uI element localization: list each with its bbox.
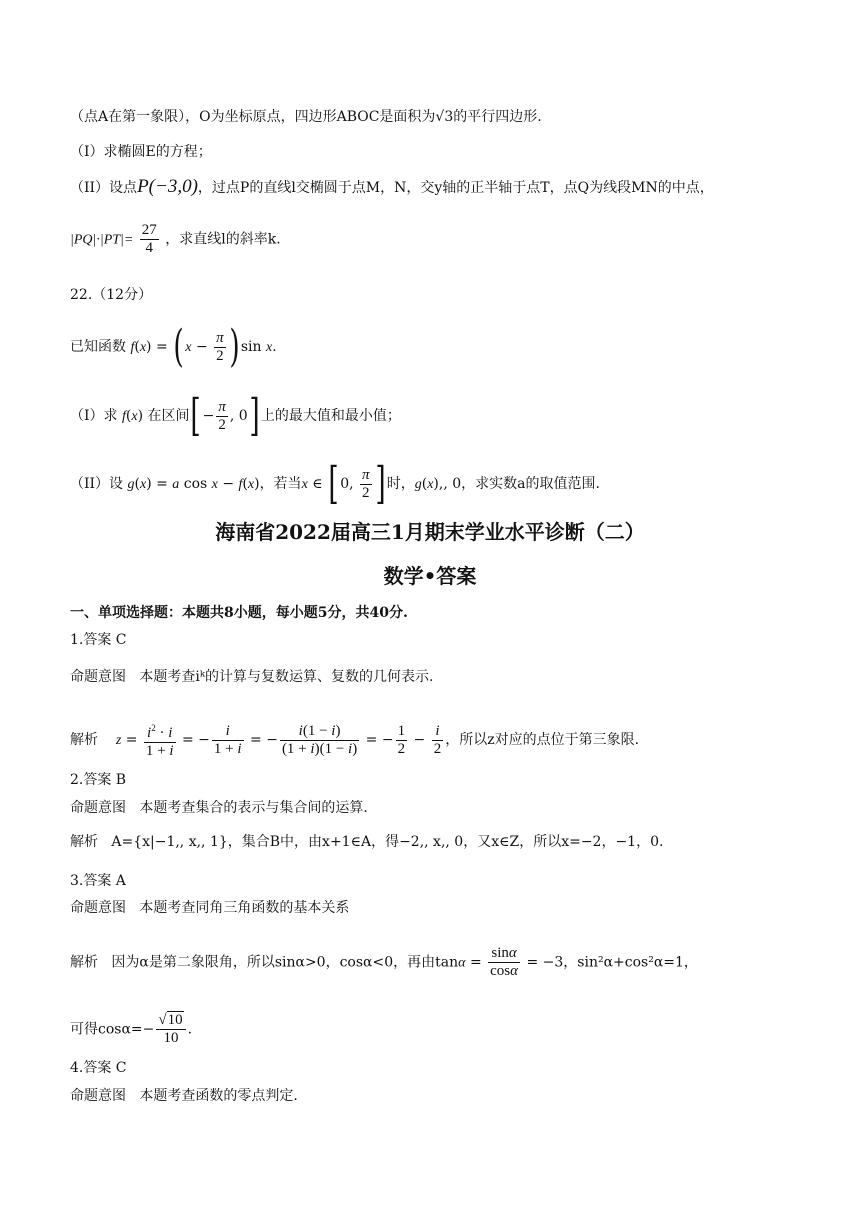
answer-2-analysis-label: 解析 — [70, 834, 98, 850]
answer-3-result-text: 可得cosα=− — [70, 1021, 155, 1038]
q22-part2: （II）设 g(x) = a cos x − f(x)，若当x ∈ [0, $\frac{\pi}{2}$ ]时，g(x),, 0，求实数a的取值范围. — [70, 458, 600, 509]
answer-1-analysis: 解析 z = $\frac{i^2 \cdot i}{1 + i}$ = − $\frac{i}{1 + i}$ = − $\frac{i(1 - i)}{(1 + i)(1 - i)}$ = − $\frac{1}{2}$ − $\frac{i}{2}$ ，所以z对应的点位于第三象限. — [70, 720, 639, 760]
answer-3-intent — [70, 898, 349, 918]
answer-4-number: 4.答案 C — [70, 1060, 127, 1076]
answer-title: 海南省2022届高三1月期末学业水平诊断（二） — [215, 520, 645, 544]
answer-2-intent-label: 命题意图 — [70, 800, 126, 816]
q22-part2-d: ，求实数a的取值范围. — [461, 476, 600, 492]
q22-part2-a: （II）设 — [70, 476, 124, 492]
answer-3-analysis-a: 因为α是第二象限角，所以sinα>0，cosα<0，再由 — [111, 954, 436, 971]
answer-3-intent-text: 本题考查同角三角函数的基本关系 — [139, 900, 350, 916]
q22-given-label: 已知函数 — [70, 339, 126, 355]
q21-condition — [70, 222, 281, 257]
q22-part1-b: 在区间 — [147, 408, 190, 424]
answer-3-analysis-label: 解析 — [70, 954, 98, 971]
q21-part2 — [70, 177, 714, 198]
q21-line1: （点A在第一象限），O为坐标原点，四边形ABOC是面积为√3的平行四边形. — [70, 109, 542, 125]
q21-part1: （I）求椭圆E的方程； — [70, 144, 212, 160]
answer-1-analysis-tail: ，所以z对应的点位于第三象限. — [445, 732, 640, 748]
answer-2-intent-text: 本题考查集合的表示与集合间的运算. — [139, 800, 368, 816]
q22-given: 已知函数 f(x) = (x − $\frac{\pi}{2}$ )sin x. — [70, 321, 277, 372]
answer-1-number: 1.答案 C — [70, 632, 127, 648]
answer-1-analysis-label: 解析 — [70, 732, 98, 748]
q22-header: 22.（12分） — [70, 287, 153, 303]
q22-part1: （I）求 f(x) 在区间[− $\frac{\pi}{2}$ , 0]上的最大值和最小值； — [70, 390, 401, 441]
answer-1-intent-text: 本题考查iᵏ的计算与复数运算、复数的几何表示. — [139, 669, 434, 685]
q21-cond-lhs: |PQ|·|PT|= — [70, 232, 134, 248]
q21-part2-text: ，过点P的直线l交椭圆于点M，N，交y轴的正半轴于点T，点Q为线段MN的中点， — [197, 180, 714, 196]
q22-part2-c: 时， — [386, 476, 415, 492]
answer-3-result: 可得cosα=− $\frac{√10}{10}$ . — [70, 1012, 193, 1046]
answer-2-intent — [70, 798, 368, 818]
answer-subtitle: 数学•答案 — [383, 564, 477, 588]
section-heading: 一、单项选择题：本题共8小题，每小题5分，共40分. — [70, 605, 408, 621]
answer-1-intent-label: 命题意图 — [70, 669, 126, 685]
answer-4-intent — [70, 1086, 298, 1106]
answer-2-analysis-text: A={x|−1,, x,, 1}，集合B中，由x+1∈A，得−2,, x,, 0，又x∈Z，所以x=−2，−1，0. — [111, 834, 664, 850]
q21-cond-den: 4 — [145, 240, 154, 256]
q21-cond-tail: ，求直线l的斜率k. — [165, 231, 281, 248]
answer-4-intent-text: 本题考查函数的零点判定. — [139, 1088, 298, 1104]
answer-3-intent-label: 命题意图 — [70, 900, 126, 916]
answer-3-number: 3.答案 A — [70, 873, 126, 889]
answer-2-analysis — [70, 832, 663, 852]
answer-4-intent-label: 命题意图 — [70, 1088, 126, 1104]
q22-part1-c: 上的最大值和最小值； — [260, 408, 401, 424]
q22-part2-b: ，若当 — [259, 476, 302, 492]
answer-1-intent — [70, 667, 433, 687]
answer-3-analysis-b: ，sin²α+cos²α=1， — [563, 954, 698, 971]
q22-part1-a: （I）求 — [70, 408, 118, 424]
q21-part2-prefix: （II）设点 — [70, 180, 138, 196]
q21-cond-num: 27 — [141, 222, 157, 238]
answer-3-analysis: 解析 因为α是第二象限角，所以sinα>0，cosα<0，再由tanα = $\frac{\sin\alpha}{\cos\alpha}$ = −3，sin²α+cos²α=1， — [70, 945, 698, 979]
answer-2-number: 2.答案 B — [70, 772, 127, 788]
q21-point-p: P(−3,0) — [137, 176, 198, 197]
q21-cond-fraction — [140, 222, 159, 257]
